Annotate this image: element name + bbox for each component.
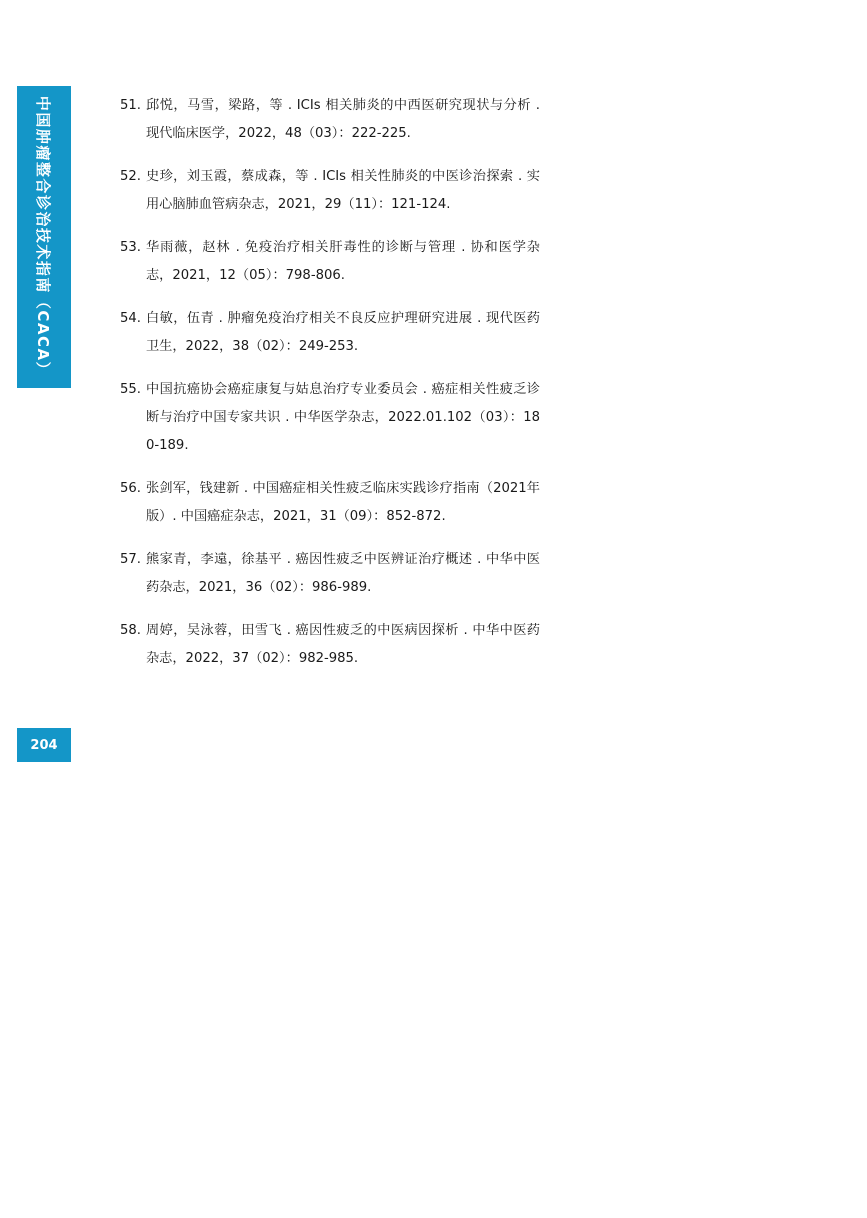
reference-number: 55. <box>120 382 141 397</box>
reference-number: 53. <box>120 240 141 255</box>
reference-number: 58. <box>120 623 141 638</box>
reference-text: 熊家青，李遠，徐基平 . 癌因性疲乏中医辨证治疗概述 . 中华中医药杂志，2021，36（02）：986-989. <box>146 552 540 595</box>
list-item <box>120 475 540 531</box>
reference-text: 华雨薇，赵林 . 免疫治疗相关肝毒性的诊断与管理 . 协和医学杂志，2021，12（05）：798-806. <box>146 240 540 283</box>
reference-number: 57. <box>120 552 141 567</box>
list-item <box>120 234 540 290</box>
reference-text: 张剑军，钱建新 . 中国癌症相关性疲乏临床实践诊疗指南（2021年版）. 中国癌症杂志，2021，31（09）：852-872. <box>146 481 540 524</box>
reference-number: 54. <box>120 311 141 326</box>
list-item <box>120 617 540 673</box>
running-title-text: 中国肿瘤整合诊治技术指南（CACA） <box>34 95 53 379</box>
reference-number: 56. <box>120 481 141 496</box>
list-item <box>120 546 540 602</box>
page-number-badge: 204 <box>17 728 71 762</box>
list-item <box>120 92 540 148</box>
reference-text: 周婷，吴泳蓉，田雪飞 . 癌因性疲乏的中医病因探析 . 中华中医药杂志，2022，37（02）：982-985. <box>146 623 540 666</box>
list-item <box>120 163 540 219</box>
reference-text: 史珍，刘玉霞，蔡成森，等 . ICIs 相关性肺炎的中医诊治探索 . 实用心脑肺血管病杂志，2021，29（11）：121-124. <box>146 169 540 212</box>
reference-text: 邱悦，马雪，梁路，等 . ICIs 相关肺炎的中西医研究现状与分析 . 现代临床医学，2022，48（03）：222-225. <box>146 98 540 141</box>
reference-number: 51. <box>120 98 141 113</box>
list-item <box>120 376 540 460</box>
reference-text: 中国抗癌协会癌症康复与姑息治疗专业委员会 . 癌症相关性疲乏诊断与治疗中国专家共识 . 中华医学杂志，2022.01.102（03）：180-189. <box>146 382 540 453</box>
running-title-tab <box>17 86 71 388</box>
reference-list <box>120 92 540 688</box>
reference-number: 52. <box>120 169 141 184</box>
reference-text: 白敏，伍青 . 肿瘤免疫治疗相关不良反应护理研究进展 . 现代医药卫生，2022，38（02）：249-253. <box>146 311 540 354</box>
list-item <box>120 305 540 361</box>
